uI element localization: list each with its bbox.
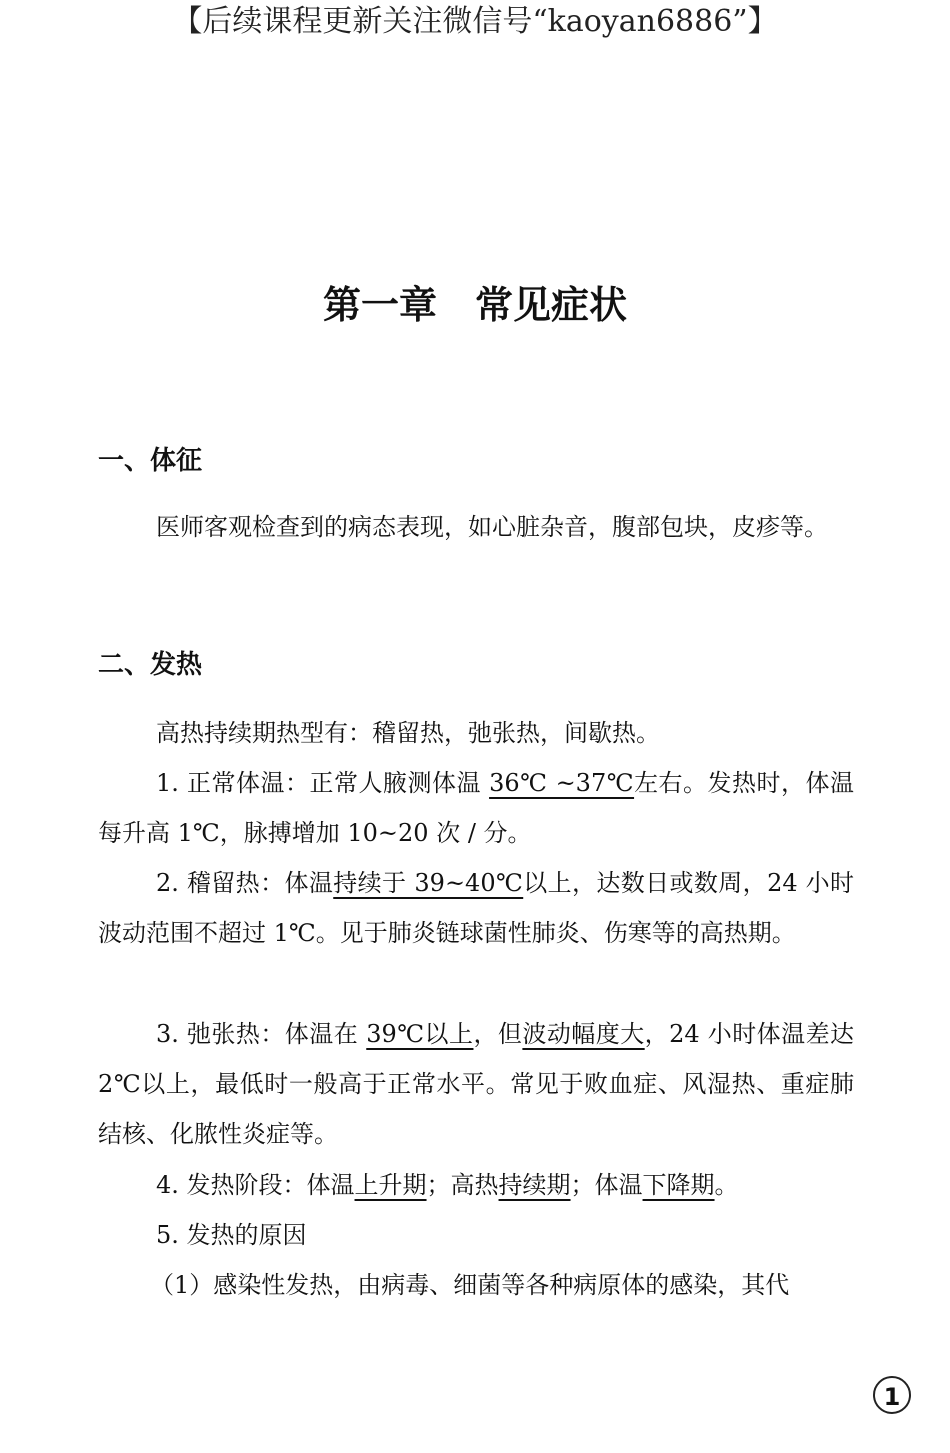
text-segment: 2. 稽留热：体温 (156, 869, 334, 897)
fever-item-causes: 5. 发热的原因 (156, 1221, 307, 1249)
underlined-text: 持续期 (498, 1171, 571, 1199)
fever-item-normal-temperature (98, 758, 854, 858)
section-heading-signs: 一、体征 (98, 446, 203, 476)
text-segment: 以上，达数日或数周，24 小时波动范围不超过 1℃。见于肺炎链球菌性肺炎、伤寒等的高热期。 (98, 869, 855, 947)
page-number: 1 (873, 1376, 911, 1414)
text-segment: 4. 发热阶段：体温 (156, 1171, 355, 1199)
fever-intro: 高热持续期热型有：稽留热，弛张热，间歇热。 (156, 719, 660, 747)
text-segment: ；高热 (426, 1171, 499, 1199)
underlined-text: 持续于 39~40℃ (333, 869, 524, 897)
underlined-text: 39℃以上 (366, 1020, 474, 1048)
underlined-text: 下降期 (642, 1171, 715, 1199)
fever-item-continuous-fever (98, 858, 854, 958)
underlined-text: 波动幅度大 (522, 1020, 645, 1048)
section-heading-fever: 二、发热 (98, 650, 203, 680)
chapter-title (0, 280, 950, 330)
fever-item-remittent-fever (98, 1009, 854, 1159)
chapter-number: 第一章 (322, 283, 437, 327)
underlined-text: 36℃ ~37℃ (489, 769, 635, 797)
underlined-text: 上升期 (354, 1171, 427, 1199)
fever-item-stages (98, 1160, 854, 1210)
text-segment: 左右。发热时，体温每升高 1℃，脉搏增加 10~20 次 / 分。 (98, 769, 855, 847)
header-banner: 【后续课程更新关注微信号“kaoyan6886”】 (172, 4, 778, 39)
fever-item-infectious: （1）感染性发热，由病毒、细菌等各种病原体的感染，其代 (150, 1271, 790, 1299)
chapter-name: 常见症状 (475, 283, 628, 327)
text-segment: 。 (714, 1171, 739, 1199)
section-text-signs: 医师客观检查到的病态表现，如心脏杂音，腹部包块，皮疹等。 (156, 513, 828, 541)
text-segment: ，但 (473, 1020, 523, 1048)
text-segment: ；体温 (570, 1171, 643, 1199)
text-segment: 1. 正常体温：正常人腋测体温 (156, 769, 490, 797)
text-segment: ，24 小时体温差达 2℃以上，最低时一般高于正常水平。常见于败血症、风湿热、重症肺结核、化脓性炎症等。 (98, 1020, 855, 1148)
text-segment: 3. 弛张热：体温在 (156, 1020, 367, 1048)
